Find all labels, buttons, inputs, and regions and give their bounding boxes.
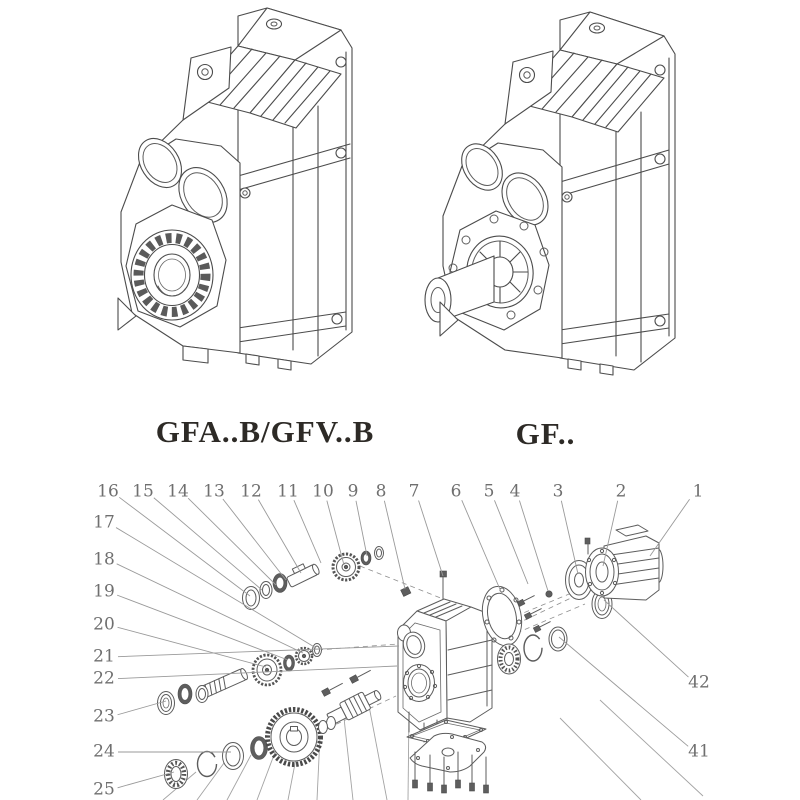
gearbox-left-drawing: [88, 0, 418, 400]
leader-line-16: [119, 497, 250, 596]
part-number-7: 7: [408, 481, 420, 502]
output-gear-assembly: [165, 668, 384, 789]
leader-line-12: [258, 500, 301, 573]
part-number-24: 24: [93, 741, 115, 762]
part-number-15: 15: [132, 481, 154, 502]
part-number-14: 14: [167, 481, 189, 502]
part-number-9: 9: [347, 481, 359, 502]
leader-line-4: [519, 501, 548, 591]
leader-line-11: [294, 500, 321, 563]
leader-line-41: [559, 637, 688, 746]
gearbox-left-housing: [118, 8, 352, 370]
part-number-8: 8: [375, 481, 387, 502]
hollow-shaft-bearing: [131, 230, 213, 320]
motor: [585, 525, 663, 600]
part-number-25: 25: [93, 779, 115, 800]
part-number-5: 5: [483, 481, 495, 502]
part-number-23: 23: [93, 706, 115, 727]
part-number-41: 41: [688, 741, 710, 762]
part-number-13: 13: [203, 481, 225, 502]
leader-line-1: [650, 499, 690, 556]
cover-assembly: [407, 720, 489, 793]
leader-line-13: [223, 499, 286, 580]
leader-line-6: [462, 500, 502, 594]
gearbox-right-drawing: [408, 0, 738, 410]
part-number-6: 6: [450, 481, 462, 502]
part-number-20: 20: [93, 614, 115, 635]
exploded-housing: [398, 571, 493, 742]
leader-line-7: [419, 501, 443, 576]
figure-label-left: GFA..B/GFV..B: [155, 414, 375, 449]
leader-line-8: [384, 501, 405, 589]
gearbox-right-housing: [425, 12, 675, 375]
input-shaft: [284, 559, 320, 588]
leader-line-9: [356, 501, 367, 556]
part-number-18: 18: [93, 549, 115, 570]
part-number-2: 2: [615, 481, 627, 502]
figure-label-right: GF..: [515, 416, 576, 451]
part-number-22: 22: [93, 668, 115, 689]
part-number-10: 10: [312, 481, 334, 502]
leader-line-42: [604, 600, 688, 677]
snap-ring: [198, 752, 217, 777]
part-number-42: 42: [688, 672, 710, 693]
leader-line-20: [118, 627, 266, 667]
leader-line-21: [118, 646, 399, 657]
leader-line-3: [561, 501, 578, 574]
part-number-19: 19: [93, 581, 115, 602]
part-number-11: 11: [277, 481, 299, 502]
part-number-3: 3: [552, 481, 564, 502]
leader-line-15: [154, 498, 262, 590]
exploded-parts-diagram: [0, 480, 800, 800]
part-number-16: 16: [97, 481, 119, 502]
motor-terminal-box: [616, 525, 648, 536]
part-number-21: 21: [93, 646, 115, 667]
part-number-17: 17: [93, 512, 115, 533]
part-number-1: 1: [692, 481, 704, 502]
leader-line-10: [327, 501, 344, 565]
part-number-12: 12: [240, 481, 262, 502]
part-number-4: 4: [509, 481, 521, 502]
motor-side-parts: [477, 525, 663, 674]
